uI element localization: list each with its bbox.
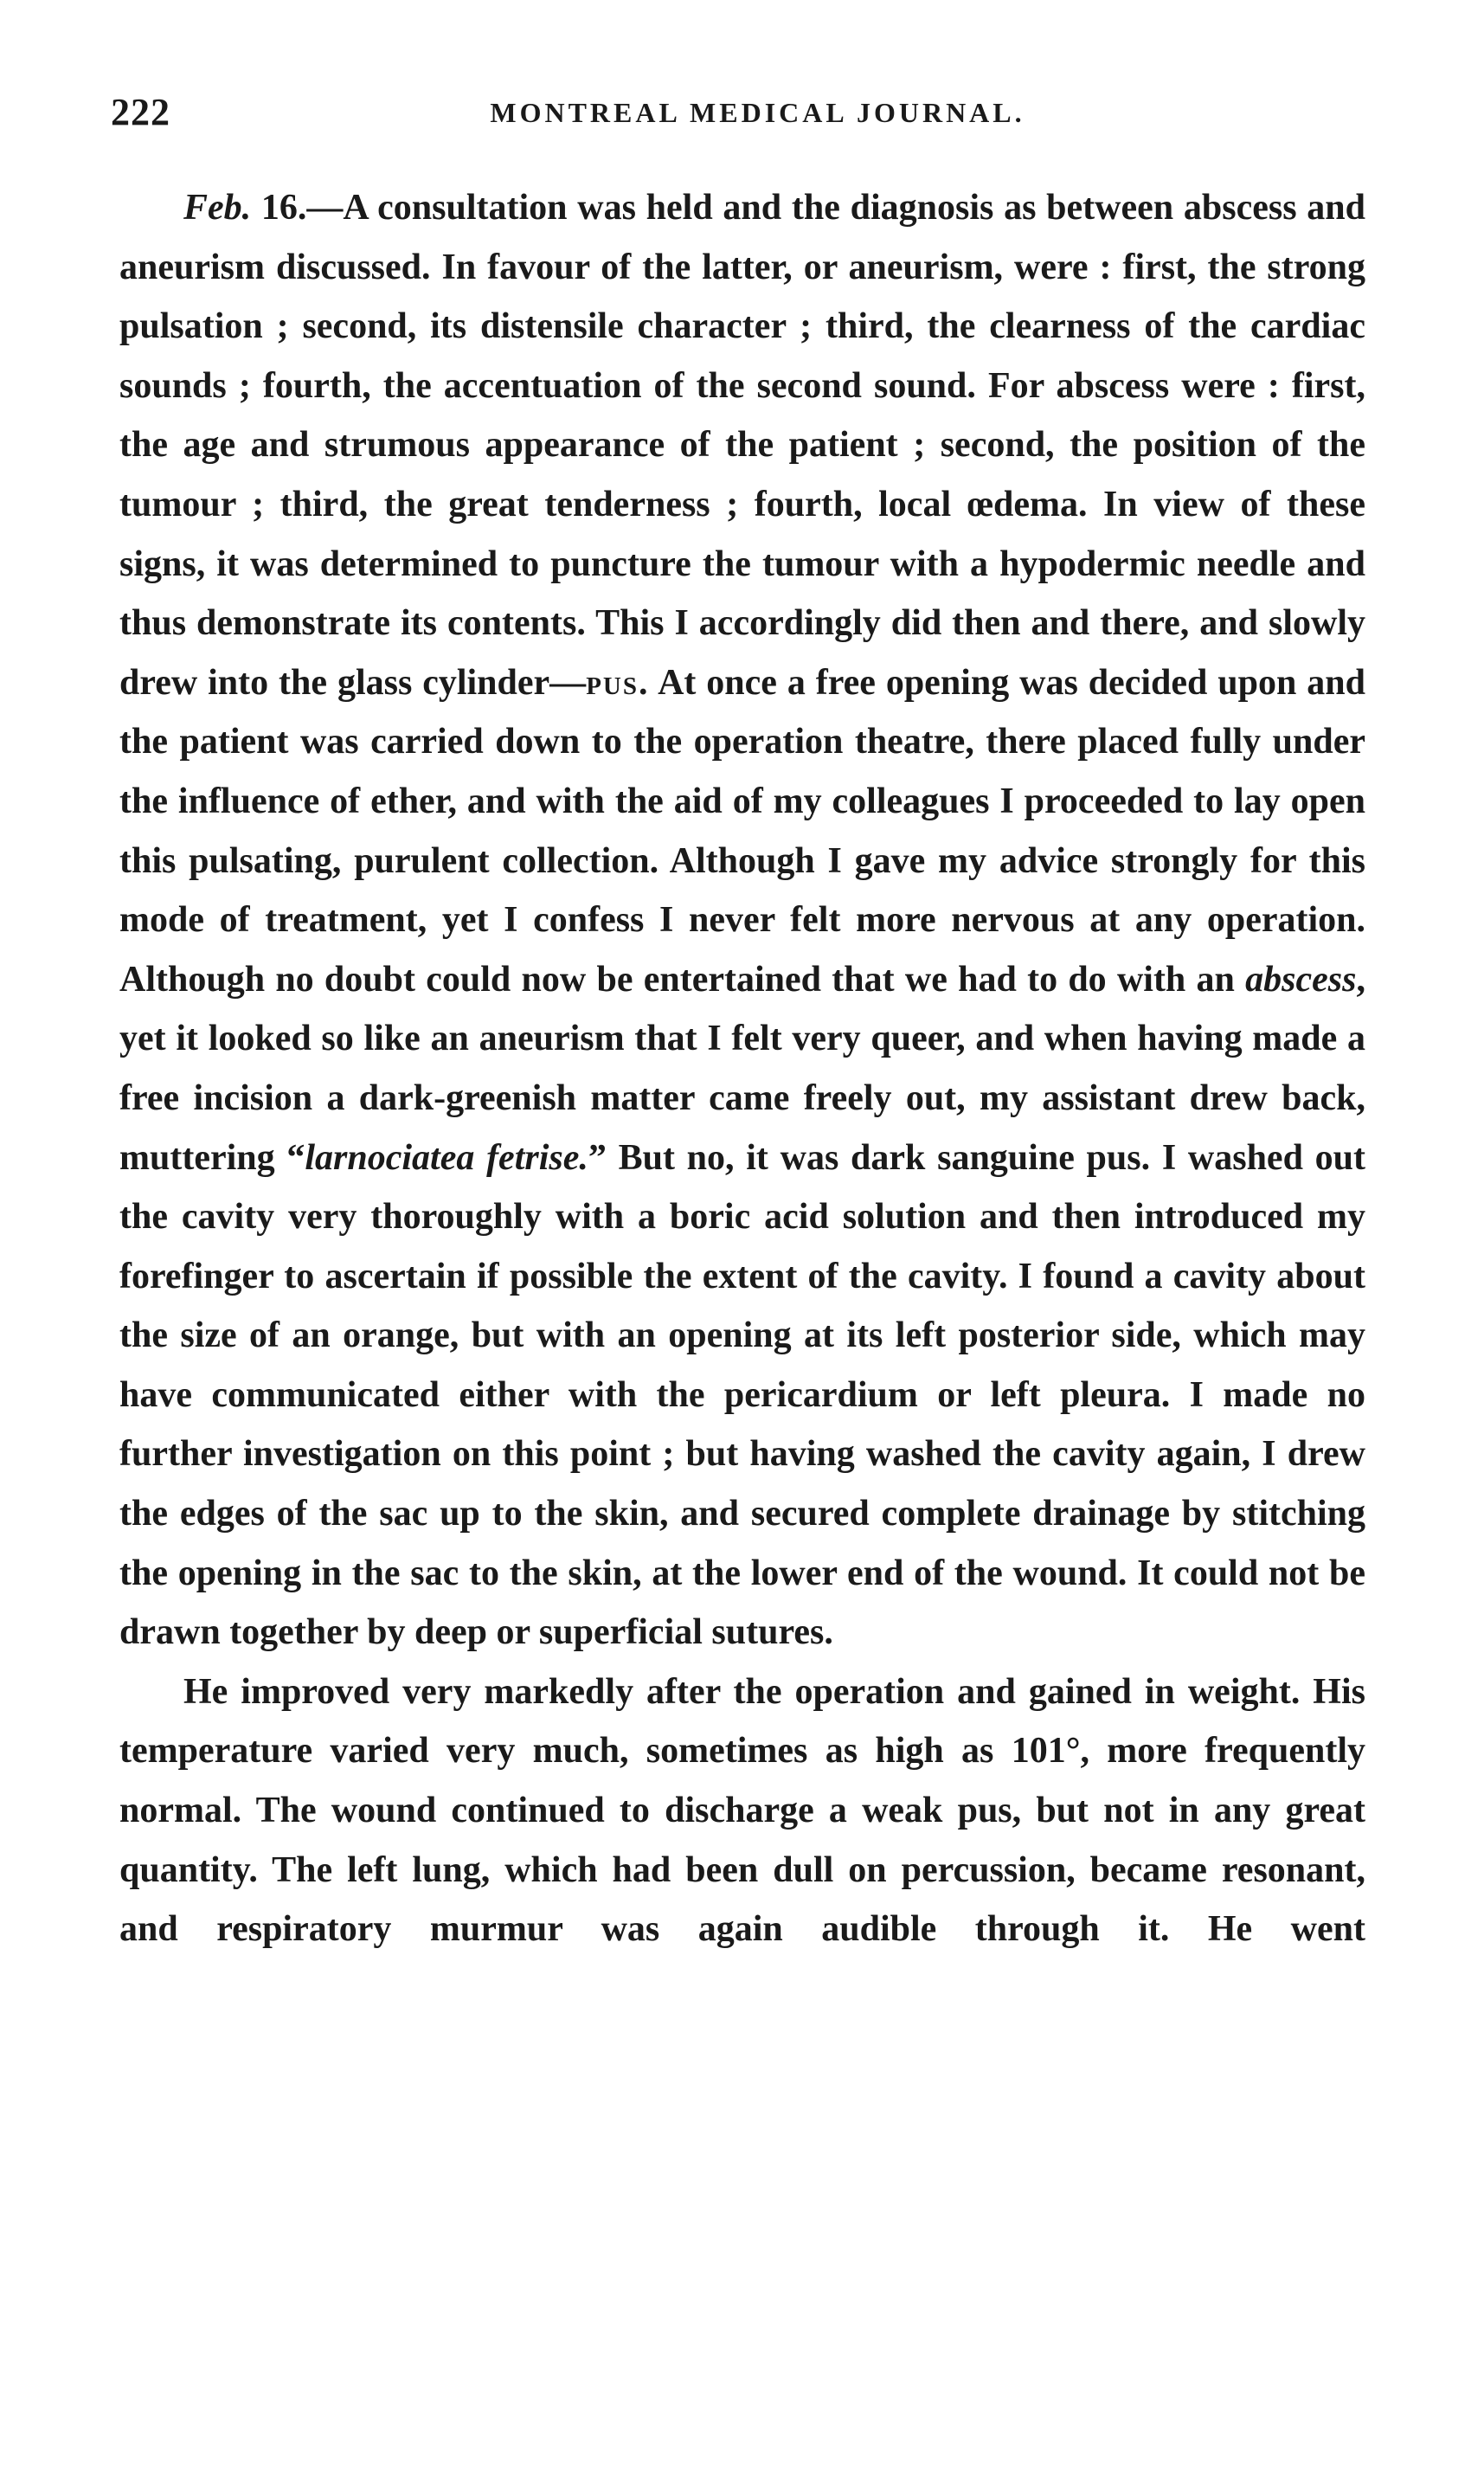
text-segment: At once a free opening was decided upon and the patient was carried down to the operation theatre, there placed fully under the influence of ether, and with the aid of my colleagues I proceeded to lay open this pulsating, purulent collection. Although I gave my advice strongly for this mode of treatment, yet I confess I never felt more nervous at any operation. Although no doubt could now be entertained that we had to do with an xyxy=(119,662,1365,1000)
page-header xyxy=(111,90,1370,142)
date-label: Feb. xyxy=(183,188,252,228)
text-segment: 16.—A consultation was held and the diagnosis as between abscess and aneurism discussed. In favour of the latter, or aneurism, were : first, the strong pulsation ; second, its distensile character ; third, the clearness of the cardiac sounds ; fourth, the accentuation of the second sound. For abscess were : first, the age and strumous appearance of the patient ; second, the position of the tumour ; third, the great tenderness ; fourth, local œdema. In view of these signs, it was determined to puncture the tumour with a hypodermic needle and thus demonstrate its contents. This I accordingly did then and there, and slowly drew into the glass cylinder— xyxy=(119,188,1365,703)
italic-term: abscess xyxy=(1245,959,1357,1000)
page-number: 222 xyxy=(111,91,170,133)
body-text xyxy=(119,178,1365,1959)
text-segment: , yet it looked so like an aneurism that I felt very queer, and when having made a free incision a dark-greenish matter came freely out, my assistant drew back, muttering “ xyxy=(119,959,1365,1178)
paragraph-2 xyxy=(119,1663,1365,1959)
text-segment: He improved very markedly after the operation and gained in weight. His temperature varied very much, sometimes as high as 101°, more frequently normal. The wound continued to discharge a weak pus, but not in any great quantity. The left lung, which had been dull on percussion, became resonant, and respiratory murmur was again audible through it. He went xyxy=(119,1671,1365,1950)
text-segment: ” But no, it was dark sanguine pus. I washed out the cavity very thoroughly with a boric acid solution and then introduced my forefinger to ascertain if possible the extent of the cavity. I found a cavity about the size of an orange, but with an opening at its left posterior side, which may have communicated either with the pericardium or left pleura. I made no further investigation on this point ; but having washed the cavity again, I drew the edges of the sac up to the skin, and secured complete drainage by stitching the opening in the sac to the skin, at the lower end of the wound. It could not be drawn together by deep or superficial sutures. xyxy=(119,1137,1365,1653)
smallcaps-term: pus. xyxy=(586,662,650,703)
running-head: MONTREAL MEDICAL JOURNAL. xyxy=(490,97,1025,128)
paragraph-1 xyxy=(119,178,1365,1663)
italic-quote: larnociatea fetrise. xyxy=(305,1137,588,1178)
